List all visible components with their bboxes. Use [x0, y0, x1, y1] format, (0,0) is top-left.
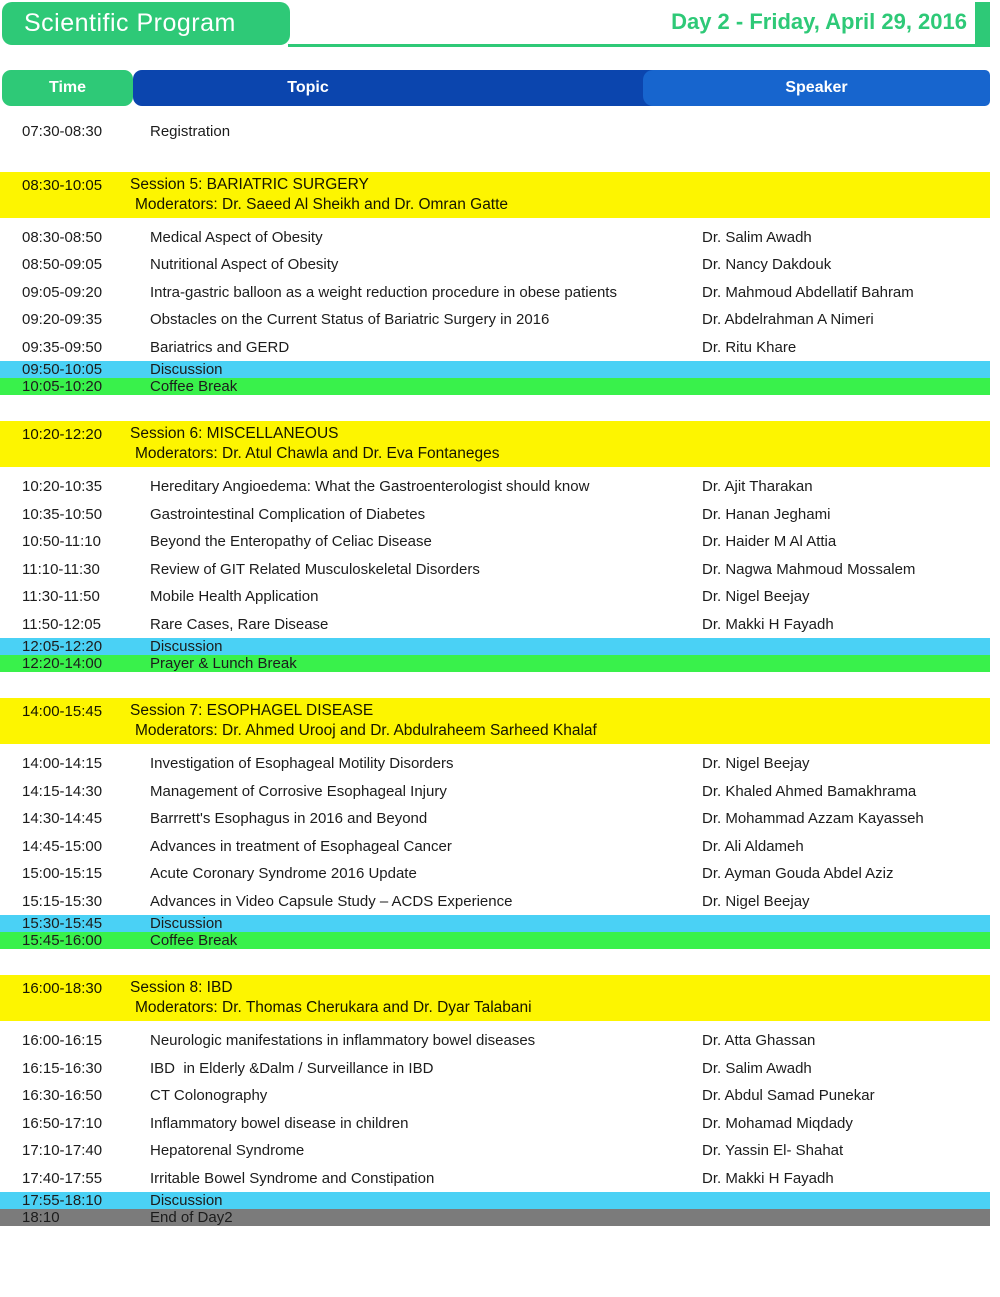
table-header [0, 70, 1000, 106]
time-cell: 15:45-16:00 [22, 932, 103, 949]
program-row [0, 334, 990, 362]
time-cell: 10:50-11:10 [22, 533, 101, 551]
program-row [0, 473, 990, 501]
title-bar [0, 2, 1000, 47]
discussion-row [0, 915, 990, 932]
time-cell: 16:00-18:30 [22, 980, 103, 997]
topic-cell: Advances in Video Capsule Study – ACDS Experience [150, 892, 513, 910]
program-row [0, 501, 990, 529]
time-cell: 11:30-11:50 [22, 588, 100, 606]
time-cell: 12:20-14:00 [22, 655, 103, 672]
speaker-cell: Dr. Nancy Dakdouk [702, 256, 832, 274]
speaker-cell: Dr. Ritu Khare [702, 338, 797, 356]
topic-cell: Coffee Break [150, 378, 238, 395]
topic-cell: Beyond the Enteropathy of Celiac Disease [150, 533, 432, 551]
time-cell: 07:30-08:30 [22, 123, 103, 141]
topic-cell: Advances in treatment of Esophageal Cancer [150, 837, 452, 855]
topic-cell: End of Day2 [150, 1209, 233, 1226]
topic-cell: Gastrointestinal Complication of Diabetes [150, 505, 426, 523]
topic-cell: Rare Cases, Rare Disease [150, 615, 329, 633]
speaker-cell: Dr. Yassin El- Shahat [702, 1142, 844, 1160]
time-cell: 10:20-12:20 [22, 426, 103, 443]
discussion-row [0, 361, 990, 378]
topic-cell: Review of GIT Related Musculoskeletal Disorders [150, 560, 480, 578]
topic-cell: CT Colonography [150, 1087, 268, 1105]
speaker-cell: Dr. Hanan Jeghami [702, 505, 831, 523]
program-row [0, 805, 990, 833]
topic-cell: Discussion [150, 638, 223, 655]
topic-cell: Acute Coronary Syndrome 2016 Update [150, 865, 417, 883]
session-row [0, 975, 990, 1021]
program-row [0, 1027, 990, 1055]
topic-cell: Intra-gastric balloon as a weight reduction procedure in obese patients [150, 283, 617, 301]
topic-cell: Management of Corrosive Esophageal Injury [150, 782, 447, 800]
session-row [0, 172, 990, 218]
time-cell: 11:50-12:05 [22, 615, 101, 633]
speaker-cell: Dr. Khaled Ahmed Bamakhrama [702, 782, 917, 800]
time-cell: 08:50-09:05 [22, 256, 103, 274]
time-cell: 11:10-11:30 [22, 560, 100, 578]
program-row [0, 1165, 990, 1193]
topic-cell: Discussion [150, 1192, 223, 1209]
discussion-row [0, 1192, 990, 1209]
program-row [0, 251, 990, 279]
topic-cell: Hereditary Angioedema: What the Gastroenterologist should know [150, 478, 590, 496]
session-row [0, 421, 990, 467]
program-row [0, 860, 990, 888]
session-info-cell [130, 698, 645, 744]
discussion-row [0, 638, 990, 655]
speaker-cell: Dr. Atta Ghassan [702, 1032, 816, 1050]
program-row [0, 556, 990, 584]
time-cell: 10:20-10:35 [22, 478, 103, 496]
end-row [0, 1209, 990, 1226]
time-cell: 10:05-10:20 [22, 378, 103, 395]
time-cell: 09:05-09:20 [22, 283, 103, 301]
speaker-cell: Dr. Mohammad Azzam Kayasseh [702, 810, 924, 828]
time-cell: 14:45-15:00 [22, 837, 103, 855]
topic-cell: Nutritional Aspect of Obesity [150, 256, 339, 274]
topic-cell: Coffee Break [150, 932, 238, 949]
speaker-cell: Dr. Ajit Tharakan [702, 478, 813, 496]
title-underline-rule [288, 44, 990, 47]
session-info-cell [130, 421, 645, 467]
session-title: Session 7: ESOPHAGEL DISEASE [130, 702, 374, 719]
session-title: Session 6: MISCELLANEOUS [130, 425, 339, 442]
topic-cell: Discussion [150, 915, 223, 932]
speaker-cell: Dr. Haider M Al Attia [702, 533, 837, 551]
speaker-cell: Dr. Mahmoud Abdellatif Bahram [702, 283, 914, 301]
topic-cell: Barrrett's Esophagus in 2016 and Beyond [150, 810, 428, 828]
speaker-cell: Dr. Ayman Gouda Abdel Aziz [702, 865, 894, 883]
program-row [0, 528, 990, 556]
session-moderators: Moderators: Dr. Atul Chawla and Dr. Eva Fontaneges [135, 445, 500, 462]
session-moderators: Moderators: Dr. Thomas Cherukara and Dr. Dyar Talabani [135, 999, 532, 1016]
time-cell: 15:15-15:30 [22, 892, 103, 910]
column-header-speaker: Speaker [643, 70, 990, 106]
program-row [0, 833, 990, 861]
topic-cell: Mobile Health Application [150, 588, 319, 606]
topic-cell: Medical Aspect of Obesity [150, 228, 323, 246]
topic-cell: Irritable Bowel Syndrome and Constipation [150, 1169, 435, 1187]
topic-cell: Discussion [150, 361, 223, 378]
time-cell: 16:30-16:50 [22, 1087, 103, 1105]
topic-cell: Bariatrics and GERD [150, 338, 290, 356]
program-row [0, 1055, 990, 1083]
break-row [0, 655, 990, 672]
time-cell: 17:40-17:55 [22, 1169, 103, 1187]
column-header-topic: Topic [287, 79, 329, 96]
time-cell: 17:55-18:10 [22, 1192, 103, 1209]
speaker-cell: Dr. Makki H Fayadh [702, 615, 834, 633]
program-row [0, 611, 990, 639]
time-cell: 16:15-16:30 [22, 1059, 103, 1077]
time-cell: 12:05-12:20 [22, 638, 103, 655]
session-moderators: Moderators: Dr. Ahmed Urooj and Dr. Abdulraheem Sarheed Khalaf [135, 722, 597, 739]
program-row [0, 778, 990, 806]
topic-cell: Neurologic manifestations in inflammatory bowel diseases [150, 1032, 536, 1050]
program-row [0, 118, 990, 146]
program-row [0, 750, 990, 778]
time-cell: 10:35-10:50 [22, 505, 103, 523]
time-cell: 15:00-15:15 [22, 865, 103, 883]
speaker-cell: Dr. Ali Aldameh [702, 837, 804, 855]
speaker-cell: Dr. Nigel Beejay [702, 892, 810, 910]
page-title: Scientific Program [24, 9, 236, 37]
topic-cell: Obstacles on the Current Status of Bariatric Surgery in 2016 [150, 311, 550, 329]
title-right-accent-bar [975, 2, 990, 47]
speaker-cell: Dr. Nigel Beejay [702, 755, 810, 773]
time-cell: 08:30-10:05 [22, 176, 103, 194]
session-info-cell [130, 172, 645, 218]
speaker-cell: Dr. Abdul Samad Punekar [702, 1087, 875, 1105]
speaker-cell: Dr. Salim Awadh [702, 1059, 812, 1077]
time-cell: 18:10 [22, 1209, 60, 1226]
time-cell: 09:20-09:35 [22, 311, 103, 329]
program-row [0, 1110, 990, 1138]
time-cell: 16:50-17:10 [22, 1114, 103, 1132]
program-rows [0, 118, 1000, 1226]
topic-cell: Hepatorenal Syndrome [150, 1142, 305, 1160]
break-row [0, 378, 990, 395]
time-cell: 14:30-14:45 [22, 810, 103, 828]
program-row [0, 279, 990, 307]
time-cell: 09:35-09:50 [22, 338, 103, 356]
program-row [0, 888, 990, 916]
time-cell: 14:15-14:30 [22, 782, 103, 800]
time-cell: 17:10-17:40 [22, 1142, 103, 1160]
program-row [0, 1137, 990, 1165]
topic-cell: IBD in Elderly &Dalm / Surveillance in IBD [150, 1059, 434, 1077]
topic-cell: Inflammatory bowel disease in children [150, 1114, 409, 1132]
break-row [0, 932, 990, 949]
session-title: Session 8: IBD [130, 979, 233, 996]
day-date-label: Day 2 - Friday, April 29, 2016 [671, 9, 967, 34]
time-cell: 16:00-16:15 [22, 1032, 103, 1050]
session-title: Session 5: BARIATRIC SURGERY [130, 175, 369, 193]
speaker-cell: Dr. Salim Awadh [702, 228, 812, 246]
page-title-box [2, 2, 290, 45]
program-row [0, 306, 990, 334]
session-row [0, 698, 990, 744]
time-cell: 09:50-10:05 [22, 361, 103, 378]
speaker-cell: Dr. Abdelrahman A Nimeri [702, 311, 874, 329]
topic-cell: Registration [150, 123, 231, 141]
speaker-cell: Dr. Makki H Fayadh [702, 1169, 834, 1187]
speaker-cell: Dr. Mohamad Miqdady [702, 1114, 853, 1132]
program-row [0, 224, 990, 252]
time-cell: 15:30-15:45 [22, 915, 103, 932]
session-info-cell [130, 975, 645, 1021]
program-row [0, 583, 990, 611]
column-header-time: Time [2, 70, 133, 106]
speaker-cell: Dr. Nigel Beejay [702, 588, 810, 606]
program-row [0, 1082, 990, 1110]
session-moderators: Moderators: Dr. Saeed Al Sheikh and Dr. Omran Gatte [135, 195, 509, 213]
topic-cell: Investigation of Esophageal Motility Disorders [150, 755, 454, 773]
time-cell: 08:30-08:50 [22, 228, 103, 246]
time-cell: 14:00-15:45 [22, 703, 103, 720]
time-cell: 14:00-14:15 [22, 755, 103, 773]
speaker-cell: Dr. Nagwa Mahmoud Mossalem [702, 560, 916, 578]
topic-cell: Prayer & Lunch Break [150, 655, 297, 672]
